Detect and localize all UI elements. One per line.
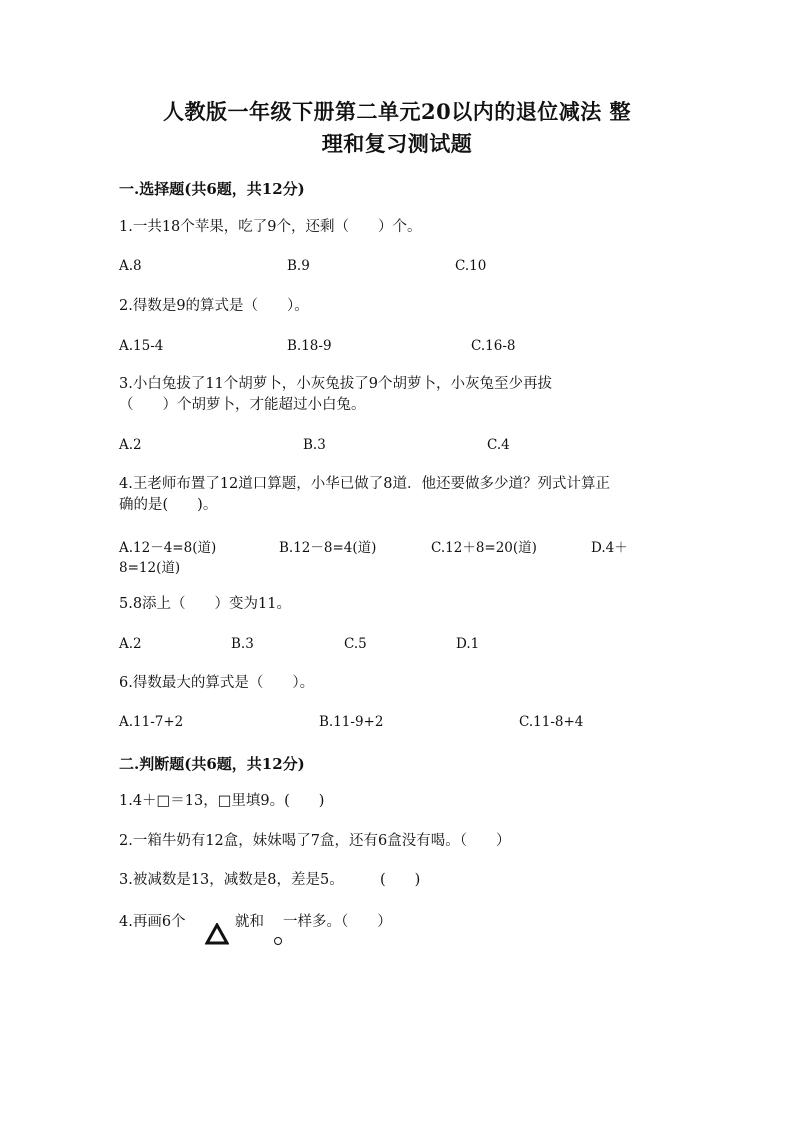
choice-question-4 — [119, 474, 679, 516]
choice-question-3 — [119, 374, 679, 416]
option-a: A.2 — [119, 437, 142, 453]
judge-question-4-part-c: 一样多。（ ） — [283, 914, 392, 930]
option-b: B.18-9 — [287, 338, 332, 354]
choice-options-4 — [119, 536, 679, 556]
choice-question-6: 6.得数最大的算式是（ ）。 — [119, 675, 315, 691]
option-c: C.4 — [487, 437, 510, 453]
question-line-2: 确的是( )。 — [119, 497, 218, 513]
judge-question-1: 1.4＋□＝13，□里填9。( ) — [119, 793, 325, 809]
option-b: B.3 — [303, 437, 326, 453]
option-c: C.16-8 — [471, 338, 516, 354]
choice-options-5 — [119, 636, 679, 656]
triangle-icon — [205, 923, 229, 945]
option-b: B.11-9+2 — [319, 714, 384, 730]
question-line-1: 4.王老师布置了12道口算题，小华已做了8道．他还要做多少道？列式计算正 — [119, 476, 611, 492]
choice-options-6 — [119, 714, 679, 734]
option-d: D.4＋ — [591, 540, 628, 556]
choice-question-1: 1.一共18个苹果，吃了9个，还剩（ ）个。 — [119, 219, 422, 235]
choice-options-3 — [119, 437, 679, 457]
judge-question-4-part-b: 就和 — [235, 914, 264, 930]
judge-question-4-part-a: 4.再画6个 — [119, 914, 186, 930]
choice-options-2 — [119, 338, 679, 358]
choice-question-5: 5.8添上（ ）变为11。 — [119, 596, 292, 612]
option-c: C.10 — [455, 258, 487, 274]
option-a: A.15-4 — [119, 338, 164, 354]
option-d-continued: 8=12(道) — [119, 560, 181, 576]
judge-question-3: 3.被减数是13，减数是8，差是5。 ( ) — [119, 872, 421, 888]
question-line-1: 3.小白兔拔了11个胡萝卜，小灰兔拔了9个胡萝卜，小灰兔至少再拔 — [119, 376, 553, 392]
choice-options-1 — [119, 258, 679, 278]
title-line-1: 人教版一年级下册第二单元20以内的退位减法 整 — [162, 99, 632, 124]
option-a: A.2 — [119, 636, 142, 652]
option-a: A.8 — [119, 258, 142, 274]
page-title — [110, 96, 684, 160]
option-a: A.11-7+2 — [119, 714, 184, 730]
section-heading-judge: 二.判断题(共6题，共12分) — [119, 755, 305, 773]
choice-question-2: 2.得数是9的算式是（ ）。 — [119, 298, 309, 314]
title-line-2: 理和复习测试题 — [321, 131, 473, 156]
option-c: C.12＋8=20(道) — [431, 540, 537, 556]
option-c: C.5 — [344, 636, 367, 652]
judge-question-2: 2.一箱牛奶有12盒，妹妹喝了7盒，还有6盒没有喝。（ ） — [119, 833, 511, 849]
option-d: D.1 — [456, 636, 480, 652]
option-a: A.12－4=8(道) — [119, 540, 217, 556]
option-b: B.9 — [287, 258, 310, 274]
circle-icon — [274, 937, 282, 945]
option-c: C.11-8+4 — [519, 714, 584, 730]
section-heading-choice: 一.选择题(共6题，共12分) — [119, 180, 305, 198]
option-b: B.12－8=4(道) — [279, 540, 377, 556]
option-b: B.3 — [231, 636, 254, 652]
question-line-2: （ ）个胡萝卜，才能超过小白兔。 — [119, 397, 366, 413]
